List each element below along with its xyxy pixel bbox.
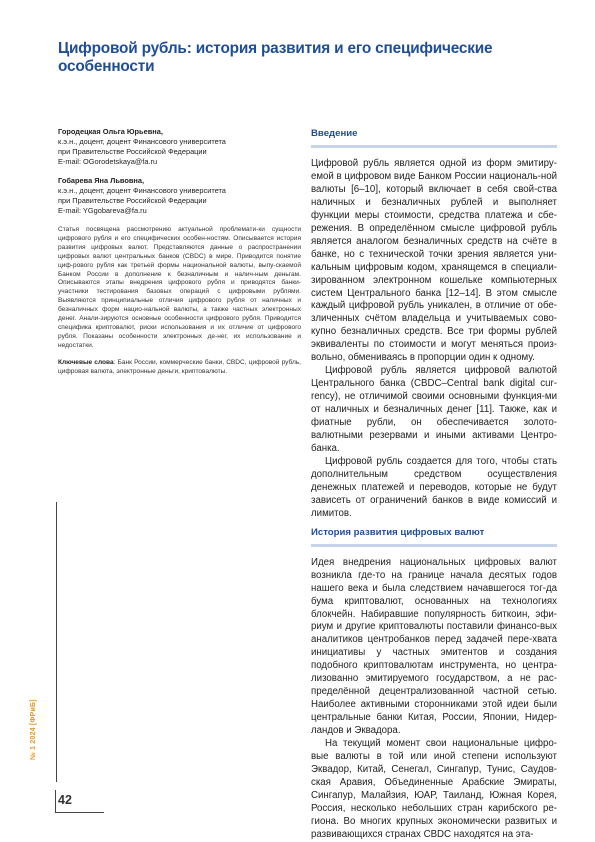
paragraph: Идея внедрения национальных цифровых валют возникла где-то на границе начала десятых годов нашего века и была следствием начавшегося тог-да бума криптовалют, основанных на технологиях блокчейн. Набиравшие популярность биткоин, эфи-риум и другие криптовалюты поставили финансо-вых аналитиков центробанков перед задачей пере-хвата инициативы у частных эмитентов и создания подобного криптовалютам инструмента, но центра-лизованно эмитируемого государством, а не рас-пределённой децентрализованной частной сетью. Наиболее активными сторонниками этой идеи были центральные банки Китая, России, Японии, Нидер-ландов и Эквадора. [311,556,557,737]
section-heading-intro: Введение [311,128,557,148]
author-name: Гобарева Яна Львовна, [58,176,145,185]
article-title: Цифровой рубль: история развития и его специфические особенности [58,40,493,75]
sidebar-rule [56,502,57,782]
paragraph: Цифровой рубль является цифровой валютой Центрального банка (CBDC–Central bank digital cur-rency), не отличимой своими основными функция-ми от наличных и безналичных денег [11]. Также, как и фиатные рубли, он обеспечивается золото-валютными резервами и иными активами Центро-банка. [311,365,557,454]
left-column [58,127,301,377]
paragraph: Цифровой рубль является одной из форм эмитиру-емой в цифровом виде Банком России националь-ной валюты [6–10], который включает в себя свой-ства наличных и безналичных рублей и выполняет функции меры стоимости, средства платежа и сбе-режения. В определённом смысле цифровой рубль является аналогом безналичных средств на счёте в банке, но с технической точки зрения является уни-кальным цифровым кодом, хранящемся в специали-зированном электронном кошельке компьютерных систем Центрального банка [12–14]. В этом смысле каждый цифровой рубль уникален, в отличие от обе-зличенных счётом владельца и учитываемых сово-купно безналичных средств. Все три формы рублей эквиваленты по стоимости и могут меняться произ-вольно, обмениваясь в пропорции один к одному. [311,158,557,364]
journal-issue-label: № 1 2024 [ФРиБ] [30,699,37,760]
author-position: к.э.н., доцент, доцент Финансового университета [58,137,226,146]
keywords-label: Ключевые слова [58,358,114,366]
author-name: Городецкая Ольга Юрьевна, [58,127,163,136]
author-block [58,127,301,167]
keywords-text: : Банк России, коммерческие банки, CBDC, цифровой рубль, цифровая валюта, электронные деньги, криптовалюты. [58,358,301,375]
author-block [58,176,301,216]
author-email: E-mail: YGgobareva@fa.ru [58,206,147,215]
footer-rule [56,812,104,813]
keywords [58,359,301,377]
author-org: при Правительстве Российской Федерации [58,196,207,205]
author-position: к.э.н., доцент, доцент Финансового университета [58,186,226,195]
footer-divider [55,790,56,813]
author-email: E-mail: OGorodetskaya@fa.ru [58,157,158,166]
paragraph: На текущий момент свои национальные цифро-вые валюты в той или иной степени используют Эквадор, Китай, Сенегал, Сингапур, Тунис, Саудов-ская Аравия, Объединенные Арабские Эмираты, Сингапур, Малайзия, ЮАР, Таиланд, Южная Корея, Россия, несколько небольших стран карибского ре-гиона. Во многих крупных экономически развитых и развивающихся странах CBDC находятся на эта- [311,738,557,840]
page-number: 42 [58,793,72,807]
abstract: Статья посвящена рассмотрению актуальной проблемати-ки сущности цифрового рубля и его специфических особен-ностям. Описывается история развития цифровых валют. Представляются данные о распространении цифровых валют центральных банков (CBDC) в мире. Приводится понятие циф-рового рубля как третьей формы национальной валюты, выпу-скаемой Банком России в дополнение к безналичным и налич-ным деньгам. Описываются этапы внедрения цифрового рубля и приводятся банки-участники тестирования базовых операций с цифровыми рублями. Выявляются принципиальные отличия цифрового рубля от наличных и безналичных форм нацио-нальной валюты, а также частных электронных денег. Анали-зируются основные особенности цифрового рубля. Приводится специфика криптовалют, риски использования и их отличие от цифрового рубля. Показаны особенности электронных де-нег, их использование и недостатки. [58,226,301,349]
section-heading-history: История развития цифровых валют [311,527,557,547]
paragraph: Цифровой рубль создается для того, чтобы стать дополнительным средством осуществления денежных платежей и переводов, которые не будут зависеть от ограничений банков в виде комиссий и лимитов. [311,455,557,519]
right-column [311,128,557,842]
author-org: при Правительстве Российской Федерации [58,147,207,156]
